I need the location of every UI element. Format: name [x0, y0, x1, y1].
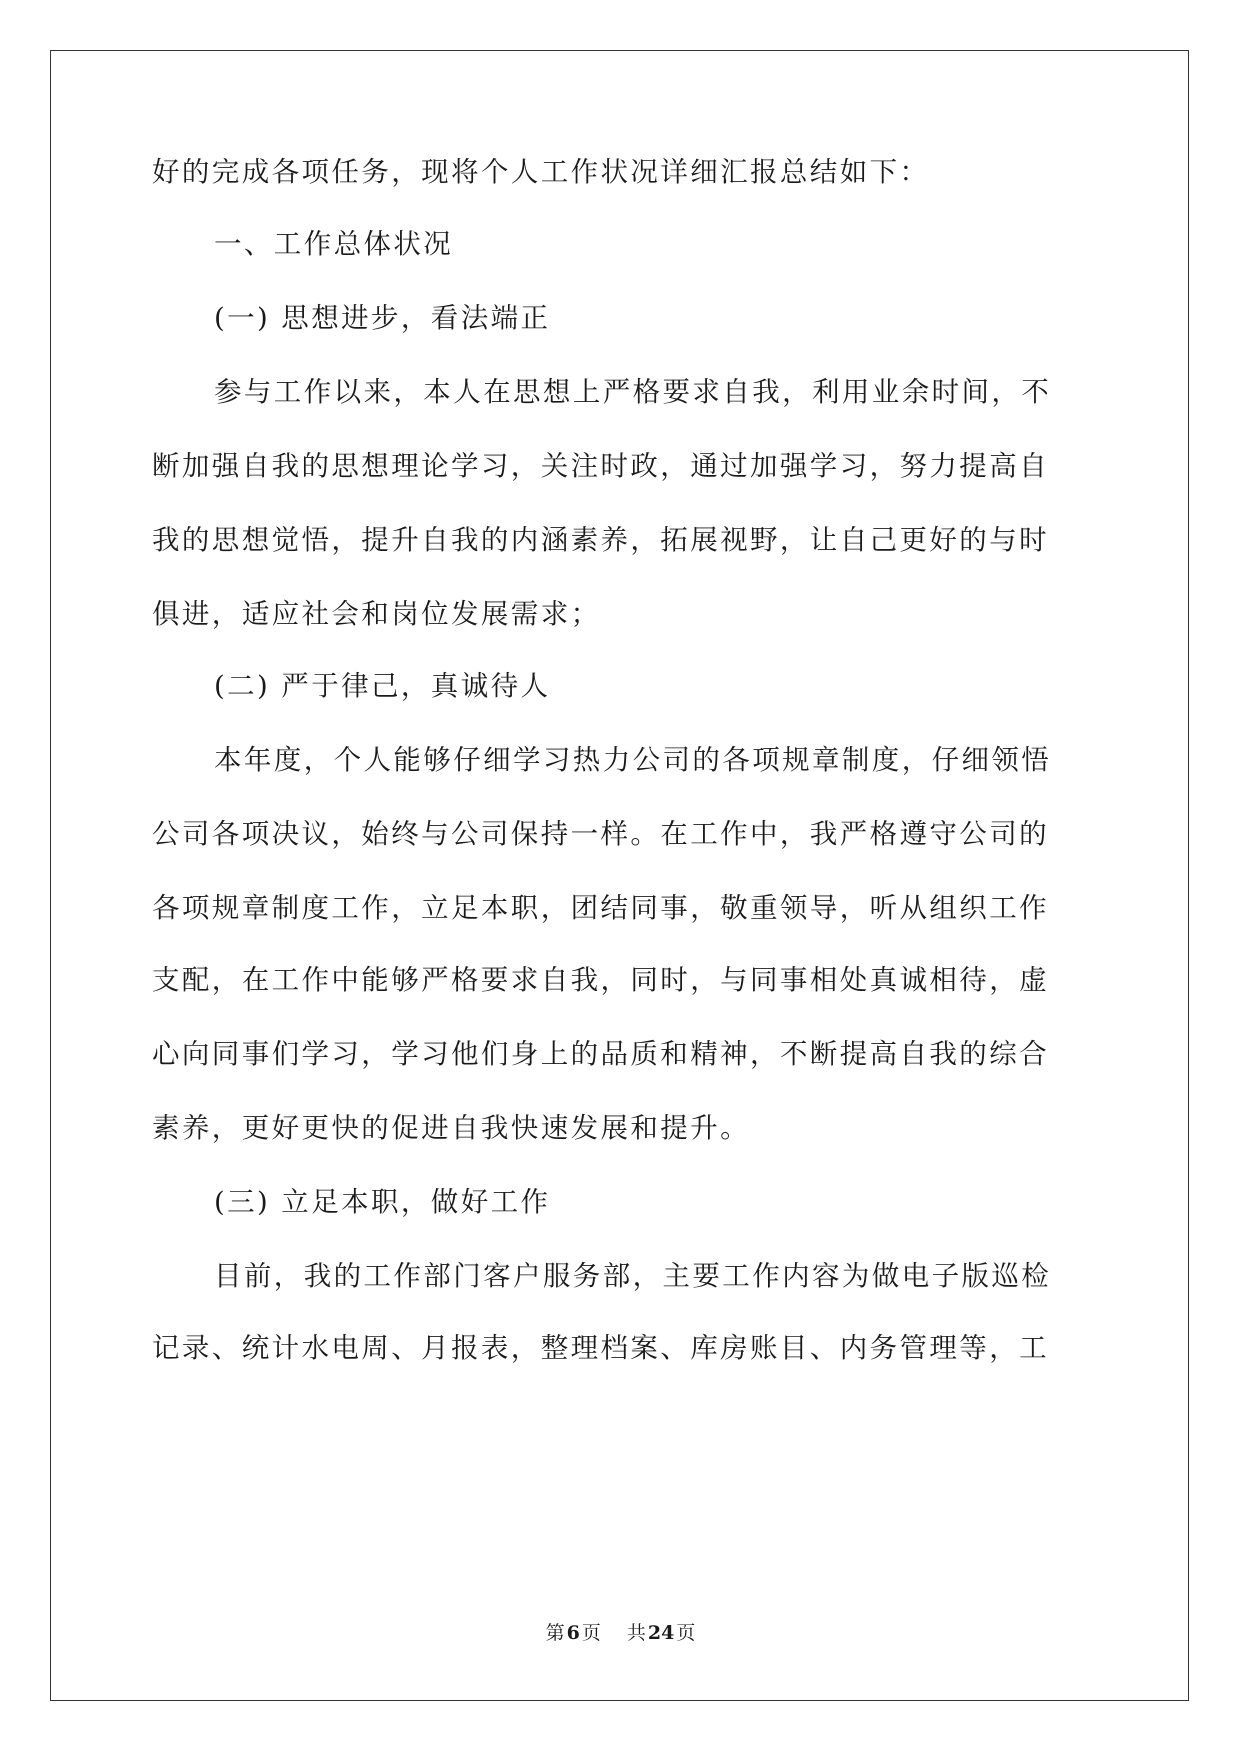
page-label-suffix: 页: [581, 1622, 601, 1644]
paragraph-line: 断加强自我的思想理论学习，关注时政，通过加强学习，努力提高自: [152, 450, 1049, 482]
subsection-heading-3: (三) 立足本职，做好工作: [214, 1186, 551, 1218]
paragraph-line: 目前，我的工作部门客户服务部，主要工作内容为做电子版巡检: [214, 1260, 1052, 1292]
page-label-prefix: 第: [545, 1622, 565, 1644]
paragraph-line: 支配，在工作中能够严格要求自我，同时，与同事相处真诚相待，虚: [152, 964, 1049, 996]
paragraph-line: 素养，更好更快的促进自我快速发展和提升。: [152, 1112, 750, 1144]
paragraph-line: 我的思想觉悟，提升自我的内涵素养，拓展视野，让自己更好的与时: [152, 524, 1049, 556]
total-label-suffix: 页: [676, 1622, 696, 1644]
page-footer: [0, 1620, 1241, 1646]
paragraph-line: 参与工作以来，本人在思想上严格要求自我，利用业余时间，不: [214, 376, 1052, 408]
body-line-1: 好的完成各项任务，现将个人工作状况详细汇报总结如下：: [152, 156, 930, 188]
total-label-prefix: 共: [626, 1622, 646, 1644]
subsection-heading-2: (二) 严于律己，真诚待人: [214, 670, 551, 702]
paragraph-line: 心向同事们学习，学习他们身上的品质和精神，不断提高自我的综合: [152, 1038, 1049, 1070]
total-page-count: 24: [647, 1622, 675, 1644]
paragraph-line: 各项规章制度工作，立足本职，团结同事，敬重领导，听从组织工作: [152, 892, 1049, 924]
paragraph-line: 俱进，适应社会和岗位发展需求；: [152, 598, 601, 630]
paragraph-line: 记录、统计水电周、月报表，整理档案、库房账目、内务管理等，工: [152, 1332, 1049, 1364]
section-heading-1: 一、工作总体状况: [214, 228, 454, 260]
paragraph-line: 本年度，个人能够仔细学习热力公司的各项规章制度，仔细领悟: [214, 744, 1052, 776]
current-page-number: 6: [566, 1622, 580, 1644]
subsection-heading-1: (一) 思想进步，看法端正: [214, 302, 551, 334]
paragraph-line: 公司各项决议，始终与公司保持一样。在工作中，我严格遵守公司的: [152, 818, 1049, 850]
